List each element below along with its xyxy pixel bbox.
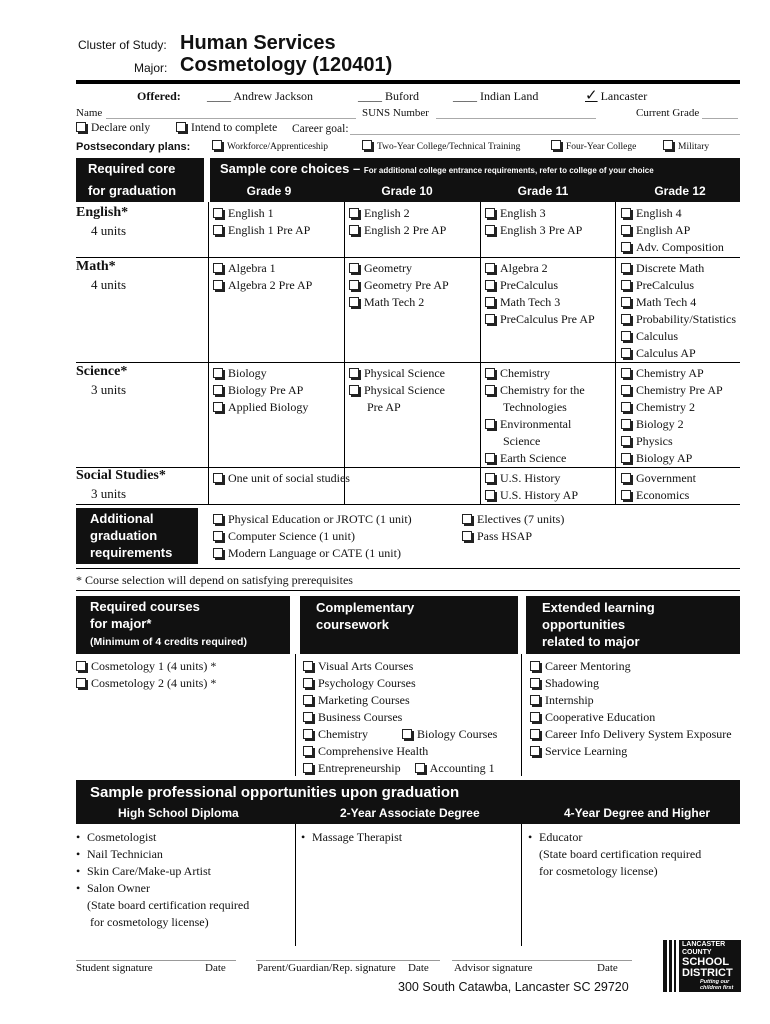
grade-12-header: Grade 12 — [654, 184, 706, 198]
checkbox-icon — [349, 263, 359, 273]
course-option[interactable]: Biology 2 — [621, 416, 723, 433]
course-option[interactable]: U.S. History — [485, 470, 578, 487]
checkbox-icon — [176, 122, 186, 132]
hs-note-line1: (State board certification required — [87, 898, 250, 912]
checkbox-icon — [415, 763, 425, 773]
checkbox-icon — [485, 225, 495, 235]
course-option[interactable]: Calculus — [621, 328, 736, 345]
subject-math: Math* — [76, 259, 116, 274]
course-option[interactable]: Discrete Math — [621, 260, 736, 277]
course-option[interactable]: English 1 Pre AP — [213, 222, 310, 239]
checkbox-icon — [485, 208, 495, 218]
requirement-option[interactable]: Modern Language or CATE (1 unit) — [213, 545, 412, 562]
checkbox-icon — [485, 385, 495, 395]
course-option[interactable]: PreCalculus — [485, 277, 595, 294]
required-courses-title2: for major* — [90, 616, 152, 631]
math-units: 4 units — [91, 277, 127, 292]
list-item: • Educator — [528, 830, 583, 844]
checkbox-icon — [621, 348, 631, 358]
additional-right-list — [462, 511, 564, 545]
additional-line2: graduation — [90, 528, 158, 543]
name-field[interactable] — [106, 118, 356, 119]
name-label: Name — [76, 107, 103, 119]
checkbox-icon — [303, 712, 313, 722]
extended-title1: Extended learning — [542, 600, 655, 615]
checkbox-icon — [621, 225, 631, 235]
checkbox-icon — [303, 695, 313, 705]
checkbox-icon — [530, 661, 540, 671]
list-item: • Cosmetologist — [76, 830, 157, 844]
course-option[interactable]: Entrepreneurship — [303, 761, 401, 775]
checkbox-icon — [621, 331, 631, 341]
checkbox-icon — [213, 385, 223, 395]
checkbox-icon — [213, 208, 223, 218]
course-option[interactable]: U.S. History AP — [485, 487, 578, 504]
checkbox-icon — [213, 473, 223, 483]
social-studies-units: 3 units — [91, 486, 127, 501]
hs-opportunities-list — [76, 829, 249, 931]
opp-col-assoc: 2-Year Associate Degree — [340, 806, 480, 820]
additional-left-list — [213, 511, 412, 562]
course-option[interactable]: Marketing Courses — [303, 692, 497, 709]
course-option[interactable]: Chemistry — [303, 727, 368, 741]
course-option[interactable]: Chemistry 2 — [621, 399, 723, 416]
requirement-option[interactable]: Electives (7 units) — [462, 511, 564, 528]
course-option[interactable]: Environmental — [485, 416, 585, 433]
plan-military[interactable]: Military — [663, 139, 709, 156]
course-option[interactable]: Algebra 1 — [213, 260, 312, 277]
major-courses-list — [76, 658, 216, 692]
four-note-line1: (State board certification required — [539, 847, 702, 861]
checkbox-icon — [485, 263, 495, 273]
offered-indian-land[interactable]: ____ Indian Land — [453, 89, 539, 103]
checkbox-icon — [530, 678, 540, 688]
logo-tagline2: children first — [700, 985, 734, 991]
grade-10-header: Grade 10 — [381, 184, 433, 198]
four-note-line2: for cosmetology license) — [539, 864, 658, 878]
extended-title2: opportunities — [542, 617, 626, 632]
science-g11-list — [485, 365, 585, 467]
course-option[interactable]: PreCalculus — [621, 277, 736, 294]
opportunity-option[interactable]: Service Learning — [530, 743, 732, 760]
extended-learning-box — [526, 596, 740, 654]
course-option[interactable]: Physical Science — [349, 382, 445, 399]
complementary-list — [303, 658, 497, 777]
additional-line3: requirements — [90, 545, 173, 560]
current-grade-label: Current Grade — [636, 107, 700, 119]
math-g11-list — [485, 260, 595, 328]
advisor-date-label: Date — [597, 962, 618, 974]
major-value: Cosmetology (120401) — [180, 54, 393, 76]
science-units: 3 units — [91, 382, 127, 397]
course-option[interactable]: Cosmetology 2 (4 units) * — [76, 675, 216, 692]
required-courses-box — [76, 596, 290, 654]
course-option[interactable]: Chemistry Pre AP — [621, 382, 723, 399]
offered-label: Offered: — [137, 89, 181, 103]
course-option[interactable]: Applied Biology — [213, 399, 308, 416]
advisor-signature-line[interactable] — [452, 960, 632, 961]
course-option[interactable]: English 1 — [213, 205, 310, 222]
required-courses-note: (Minimum of 4 credits required) — [90, 636, 247, 648]
checkbox-icon — [213, 280, 223, 290]
list-item: • Salon Owner — [76, 881, 150, 895]
postsecondary-label: Postsecondary plans: — [76, 141, 191, 153]
current-grade-field[interactable] — [702, 118, 738, 119]
social-g11-list — [485, 470, 578, 504]
check-mark-icon: ✓ — [585, 88, 598, 104]
opportunities-title: Sample professional opportunities upon graduation — [90, 784, 460, 801]
checkbox-icon — [621, 453, 631, 463]
prerequisite-footnote: * Course selection will depend on satisfying prerequisites — [76, 573, 353, 587]
checkbox-icon — [76, 122, 86, 132]
english-g10-list — [349, 205, 446, 239]
course-option[interactable]: English AP — [621, 222, 724, 239]
sample-core-note: For additional college entrance requirements, refer to college of your choice — [363, 166, 654, 175]
checkbox-icon — [303, 661, 313, 671]
course-option[interactable]: Accounting 1 — [415, 761, 495, 775]
checkbox-icon — [551, 140, 561, 150]
logo-tagline1: Putting our — [700, 979, 730, 985]
course-option[interactable]: Government — [621, 470, 696, 487]
checkbox-icon — [303, 678, 313, 688]
opportunities-box — [76, 780, 740, 824]
checkbox-icon — [303, 763, 313, 773]
major-label: Major: — [134, 61, 168, 75]
course-option[interactable]: Cosmetology 1 (4 units) * — [76, 658, 216, 675]
checkbox-icon — [213, 225, 223, 235]
logo-line3: SCHOOL — [682, 956, 730, 968]
course-option[interactable]: Visual Arts Courses — [303, 658, 497, 675]
science-g9-list — [213, 365, 308, 416]
opportunity-option[interactable]: Career Info Delivery System Exposure — [530, 726, 732, 743]
assoc-opportunities-list — [301, 829, 402, 846]
plan-four-year[interactable]: Four-Year College — [551, 139, 636, 156]
course-option[interactable]: English 2 — [349, 205, 446, 222]
course-option[interactable]: Earth Science — [485, 450, 585, 467]
checkbox-icon — [621, 473, 631, 483]
course-continuation: Technologies — [503, 400, 567, 414]
checkbox-icon — [530, 729, 540, 739]
checkbox-icon — [213, 514, 223, 524]
checkbox-icon — [530, 712, 540, 722]
header-rule — [76, 80, 740, 84]
course-option[interactable]: Psychology Courses — [303, 675, 497, 692]
course-option[interactable]: Calculus AP — [621, 345, 736, 362]
suns-label: SUNS Number — [362, 107, 429, 119]
logo-line4: DISTRICT — [682, 967, 733, 979]
student-signature-label: Student signature — [76, 962, 153, 974]
course-option[interactable]: Math Tech 4 — [621, 294, 736, 311]
required-core-line2: for graduation — [88, 183, 177, 198]
checkbox-icon — [462, 531, 472, 541]
checkbox-icon — [621, 368, 631, 378]
checkbox-icon — [213, 548, 223, 558]
requirement-option[interactable]: Pass HSAP — [462, 528, 564, 545]
checkbox-icon — [349, 368, 359, 378]
course-option[interactable]: Algebra 2 — [485, 260, 595, 277]
checkbox-icon — [530, 695, 540, 705]
offered-buford[interactable]: ____ Buford — [358, 89, 419, 103]
math-g10-list — [349, 260, 449, 311]
checkbox-icon — [76, 661, 86, 671]
course-option-pair — [303, 760, 497, 777]
course-option[interactable]: Probability/Statistics — [621, 311, 736, 328]
career-goal-label: Career goal: — [292, 123, 349, 135]
checkbox-icon — [621, 490, 631, 500]
opportunity-option[interactable]: Cooperative Education — [530, 709, 732, 726]
course-option[interactable]: Geometry Pre AP — [349, 277, 449, 294]
complementary-box — [300, 596, 518, 654]
required-courses-title1: Required courses — [90, 599, 200, 614]
checkbox-icon — [485, 419, 495, 429]
course-option[interactable]: PreCalculus Pre AP — [485, 311, 595, 328]
course-option[interactable]: Biology Pre AP — [213, 382, 308, 399]
checkbox-icon — [213, 368, 223, 378]
plan-two-year[interactable]: Two-Year College/Technical Training — [362, 139, 520, 156]
district-address: 300 South Catawba, Lancaster SC 29720 — [398, 980, 629, 994]
course-option[interactable]: Biology Courses — [402, 727, 497, 741]
checkbox-icon — [402, 729, 412, 739]
checkbox-icon — [621, 419, 631, 429]
sample-core-title: Sample core choices – — [220, 161, 361, 176]
checkbox-icon — [349, 225, 359, 235]
checkbox-icon — [621, 385, 631, 395]
declare-only-option[interactable]: Declare only — [76, 122, 150, 134]
advisor-signature-label: Advisor signature — [454, 962, 533, 974]
math-g12-list — [621, 260, 736, 362]
math-g9-list — [213, 260, 312, 294]
course-option[interactable]: English 2 Pre AP — [349, 222, 446, 239]
english-units: 4 units — [91, 223, 127, 238]
checkbox-icon — [621, 208, 631, 218]
logo-line1: LANCASTER — [682, 941, 726, 948]
course-option[interactable]: Economics — [621, 487, 696, 504]
course-option[interactable]: English 4 — [621, 205, 724, 222]
requirement-option[interactable]: Physical Education or JROTC (1 unit) — [213, 511, 412, 528]
additional-requirements-box — [76, 508, 198, 564]
suns-field[interactable] — [436, 118, 596, 119]
plan-workforce[interactable]: Workforce/Apprenticeship — [212, 139, 328, 156]
grade-11-header: Grade 11 — [517, 184, 569, 198]
intend-to-complete-option[interactable]: Intend to complete — [176, 122, 277, 134]
hs-note-line2: for cosmetology license) — [90, 915, 209, 929]
checkbox-icon — [485, 453, 495, 463]
checkbox-icon — [213, 402, 223, 412]
opp-col-hs: High School Diploma — [118, 806, 239, 820]
parent-signature-label: Parent/Guardian/Rep. signature — [257, 962, 396, 974]
course-option[interactable]: Biology — [213, 365, 308, 382]
requirement-option[interactable]: Computer Science (1 unit) — [213, 528, 412, 545]
list-item: • Skin Care/Make-up Artist — [76, 864, 211, 878]
student-signature-line[interactable] — [76, 960, 236, 961]
cluster-value: Human Services — [180, 32, 336, 54]
subject-science: Science* — [76, 364, 128, 379]
course-option[interactable]: Adv. Composition — [621, 239, 724, 256]
checkbox-icon — [485, 280, 495, 290]
course-option[interactable]: Comprehensive Health — [303, 743, 497, 760]
checkbox-icon — [349, 385, 359, 395]
required-core-box — [76, 158, 204, 202]
social-g12-list — [621, 470, 696, 504]
course-option[interactable]: Algebra 2 Pre AP — [213, 277, 312, 294]
checkbox-icon — [485, 297, 495, 307]
course-option[interactable]: Chemistry AP — [621, 365, 723, 382]
checkbox-icon — [663, 140, 673, 150]
complementary-title2: coursework — [316, 617, 389, 632]
checkbox-icon — [349, 280, 359, 290]
extended-title3: related to major — [542, 634, 640, 649]
checkbox-icon — [621, 280, 631, 290]
english-g11-list — [485, 205, 582, 239]
science-g10-list — [349, 365, 445, 416]
offered-lancaster[interactable]: ✓ Lancaster — [585, 88, 648, 104]
checkbox-icon — [303, 746, 313, 756]
additional-line1: Additional — [90, 511, 154, 526]
opportunity-option[interactable]: Career Mentoring — [530, 658, 732, 675]
cluster-label: Cluster of Study: — [78, 38, 167, 52]
subject-social-studies: Social Studies* — [76, 468, 166, 483]
opportunity-option[interactable]: Internship — [530, 692, 732, 709]
checkbox-icon — [213, 263, 223, 273]
offered-andrew-jackson[interactable]: ____ Andrew Jackson — [207, 89, 313, 103]
checkbox-icon — [485, 314, 495, 324]
checkbox-icon — [485, 473, 495, 483]
checkbox-icon — [621, 402, 631, 412]
opportunity-option[interactable]: Shadowing — [530, 675, 732, 692]
opp-col-four: 4-Year Degree and Higher — [564, 806, 711, 820]
social-g9-list — [213, 470, 350, 487]
logo-line2: COUNTY — [682, 949, 712, 956]
checkbox-icon — [303, 729, 313, 739]
checkbox-icon — [621, 314, 631, 324]
extended-list — [530, 658, 732, 760]
district-logo — [663, 940, 743, 992]
checkbox-icon — [621, 242, 631, 252]
checkbox-icon — [530, 746, 540, 756]
required-core-line1: Required core — [88, 161, 176, 176]
course-option[interactable]: Biology AP — [621, 450, 723, 467]
course-option[interactable]: English 3 Pre AP — [485, 222, 582, 239]
english-g9-list — [213, 205, 310, 239]
list-item: • Massage Therapist — [301, 830, 403, 844]
checkbox-icon — [76, 678, 86, 688]
course-option[interactable]: Chemistry — [485, 365, 585, 382]
course-option[interactable]: Math Tech 3 — [485, 294, 595, 311]
course-option[interactable]: English 3 — [485, 205, 582, 222]
complementary-title1: Complementary — [316, 600, 415, 615]
checkbox-icon — [349, 297, 359, 307]
course-option[interactable]: Physics — [621, 433, 723, 450]
checkbox-icon — [213, 531, 223, 541]
course-option[interactable]: Geometry — [349, 260, 449, 277]
career-goal-field[interactable] — [350, 134, 740, 135]
course-option[interactable]: Math Tech 2 — [349, 294, 449, 311]
grade-9-header: Grade 9 — [246, 184, 292, 198]
list-item: • Nail Technician — [76, 847, 163, 861]
course-continuation: Science — [503, 434, 541, 448]
science-g12-list — [621, 365, 723, 467]
subject-english: English* — [76, 205, 129, 220]
checkbox-icon — [485, 490, 495, 500]
parent-date-label: Date — [408, 962, 429, 974]
course-option[interactable]: Physical Science — [349, 365, 445, 382]
english-g12-list — [621, 205, 724, 256]
course-option[interactable]: One unit of social studies — [213, 470, 350, 487]
student-date-label: Date — [205, 962, 226, 974]
course-option[interactable]: Chemistry for the — [485, 382, 585, 399]
checkbox-icon — [349, 208, 359, 218]
course-option[interactable]: Business Courses — [303, 709, 497, 726]
course-option-pair — [303, 726, 497, 743]
course-continuation: Pre AP — [367, 400, 401, 414]
checkbox-icon — [621, 263, 631, 273]
checkbox-icon — [621, 297, 631, 307]
four-opportunities-list — [528, 829, 701, 880]
parent-signature-line[interactable] — [256, 960, 440, 961]
checkbox-icon — [362, 140, 372, 150]
checkbox-icon — [621, 436, 631, 446]
checkbox-icon — [485, 368, 495, 378]
checkbox-icon — [462, 514, 472, 524]
checkbox-icon — [212, 140, 222, 150]
